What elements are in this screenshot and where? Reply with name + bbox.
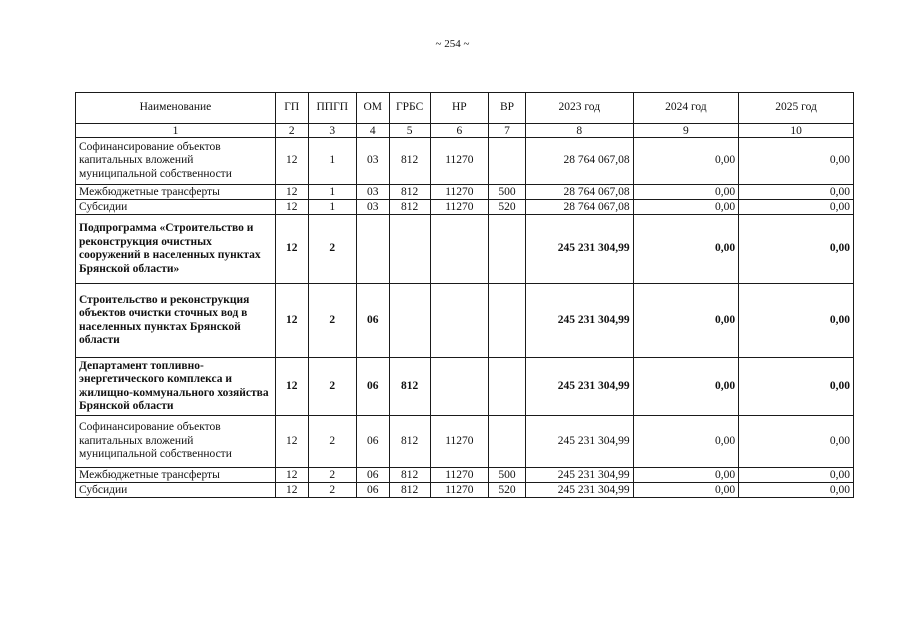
row-nr: 11270 bbox=[430, 483, 488, 498]
row-2025: 0,00 bbox=[739, 284, 854, 358]
row-2025: 0,00 bbox=[739, 358, 854, 416]
row-2023: 28 764 067,08 bbox=[525, 138, 633, 185]
header-cell-name: Наименование bbox=[76, 93, 276, 124]
row-name: Подпрограмма «Строительство и реконструкция очистных сооружений в населенных пунктах Брянской области» bbox=[76, 215, 276, 284]
row-vr bbox=[489, 416, 526, 468]
header-cell-om: ОМ bbox=[356, 93, 389, 124]
row-om: 06 bbox=[356, 358, 389, 416]
column-number: 6 bbox=[430, 124, 488, 138]
row-2024: 0,00 bbox=[633, 200, 739, 215]
row-vr bbox=[489, 284, 526, 358]
row-2023: 245 231 304,99 bbox=[525, 215, 633, 284]
row-grbs bbox=[389, 284, 430, 358]
row-om: 06 bbox=[356, 416, 389, 468]
row-om: 06 bbox=[356, 468, 389, 483]
column-number-row bbox=[76, 124, 854, 138]
row-2025: 0,00 bbox=[739, 468, 854, 483]
row-grbs: 812 bbox=[389, 416, 430, 468]
row-2023: 28 764 067,08 bbox=[525, 185, 633, 200]
row-ppgp: 2 bbox=[308, 215, 356, 284]
row-vr bbox=[489, 358, 526, 416]
row-2024: 0,00 bbox=[633, 215, 739, 284]
row-2024: 0,00 bbox=[633, 138, 739, 185]
row-2025: 0,00 bbox=[739, 215, 854, 284]
row-2023: 245 231 304,99 bbox=[525, 284, 633, 358]
table-row bbox=[76, 468, 854, 483]
row-ppgp: 2 bbox=[308, 468, 356, 483]
row-gp: 12 bbox=[275, 185, 308, 200]
row-ppgp: 2 bbox=[308, 416, 356, 468]
row-2025: 0,00 bbox=[739, 200, 854, 215]
row-name: Межбюджетные трансферты bbox=[76, 468, 276, 483]
row-gp: 12 bbox=[275, 215, 308, 284]
row-vr: 500 bbox=[489, 185, 526, 200]
row-vr: 520 bbox=[489, 483, 526, 498]
column-number: 8 bbox=[525, 124, 633, 138]
header-cell-2023: 2023 год bbox=[525, 93, 633, 124]
row-2025: 0,00 bbox=[739, 185, 854, 200]
row-om: 03 bbox=[356, 185, 389, 200]
row-gp: 12 bbox=[275, 416, 308, 468]
row-name: Субсидии bbox=[76, 200, 276, 215]
column-number: 5 bbox=[389, 124, 430, 138]
row-gp: 12 bbox=[275, 284, 308, 358]
row-nr bbox=[430, 358, 488, 416]
row-nr: 11270 bbox=[430, 185, 488, 200]
row-grbs: 812 bbox=[389, 468, 430, 483]
row-name: Межбюджетные трансферты bbox=[76, 185, 276, 200]
table-row bbox=[76, 358, 854, 416]
column-number: 3 bbox=[308, 124, 356, 138]
header-cell-nr: НР bbox=[430, 93, 488, 124]
row-om bbox=[356, 215, 389, 284]
column-number: 4 bbox=[356, 124, 389, 138]
row-grbs bbox=[389, 215, 430, 284]
header-cell-2024: 2024 год bbox=[633, 93, 739, 124]
row-2025: 0,00 bbox=[739, 483, 854, 498]
row-2023: 245 231 304,99 bbox=[525, 468, 633, 483]
column-number: 9 bbox=[633, 124, 739, 138]
header-cell-gp: ГП bbox=[275, 93, 308, 124]
row-2023: 28 764 067,08 bbox=[525, 200, 633, 215]
header-cell-vr: ВР bbox=[489, 93, 526, 124]
row-2023: 245 231 304,99 bbox=[525, 416, 633, 468]
row-2024: 0,00 bbox=[633, 468, 739, 483]
row-gp: 12 bbox=[275, 483, 308, 498]
row-name: Софинансирование объектов капитальных вложений муниципальной собственности bbox=[76, 416, 276, 468]
table-row bbox=[76, 138, 854, 185]
row-grbs: 812 bbox=[389, 358, 430, 416]
table-row bbox=[76, 185, 854, 200]
row-vr: 520 bbox=[489, 200, 526, 215]
column-number: 10 bbox=[739, 124, 854, 138]
row-ppgp: 2 bbox=[308, 358, 356, 416]
row-2024: 0,00 bbox=[633, 284, 739, 358]
header-cell-2025: 2025 год bbox=[739, 93, 854, 124]
row-ppgp: 1 bbox=[308, 200, 356, 215]
row-om: 06 bbox=[356, 284, 389, 358]
row-name: Строительство и реконструкция объектов очистки сточных вод в населенных пунктах Брянской области bbox=[76, 284, 276, 358]
row-2023: 245 231 304,99 bbox=[525, 358, 633, 416]
row-vr bbox=[489, 215, 526, 284]
row-nr: 11270 bbox=[430, 416, 488, 468]
table-row bbox=[76, 200, 854, 215]
row-2024: 0,00 bbox=[633, 416, 739, 468]
budget-table bbox=[75, 92, 854, 498]
column-number: 7 bbox=[489, 124, 526, 138]
row-2025: 0,00 bbox=[739, 138, 854, 185]
row-ppgp: 2 bbox=[308, 483, 356, 498]
row-gp: 12 bbox=[275, 138, 308, 185]
column-number: 2 bbox=[275, 124, 308, 138]
row-nr bbox=[430, 215, 488, 284]
row-2024: 0,00 bbox=[633, 185, 739, 200]
row-gp: 12 bbox=[275, 468, 308, 483]
row-2025: 0,00 bbox=[739, 416, 854, 468]
row-2024: 0,00 bbox=[633, 483, 739, 498]
row-ppgp: 1 bbox=[308, 185, 356, 200]
page-number: ~ 254 ~ bbox=[435, 38, 470, 50]
column-number: 1 bbox=[76, 124, 276, 138]
row-ppgp: 1 bbox=[308, 138, 356, 185]
row-name: Софинансирование объектов капитальных вложений муниципальной собственности bbox=[76, 138, 276, 185]
row-nr: 11270 bbox=[430, 468, 488, 483]
header-row bbox=[76, 93, 854, 124]
row-vr bbox=[489, 138, 526, 185]
row-name: Субсидии bbox=[76, 483, 276, 498]
row-gp: 12 bbox=[275, 200, 308, 215]
header-cell-grbs: ГРБС bbox=[389, 93, 430, 124]
row-nr: 11270 bbox=[430, 138, 488, 185]
row-2024: 0,00 bbox=[633, 358, 739, 416]
row-ppgp: 2 bbox=[308, 284, 356, 358]
row-nr: 11270 bbox=[430, 200, 488, 215]
row-grbs: 812 bbox=[389, 483, 430, 498]
row-nr bbox=[430, 284, 488, 358]
row-grbs: 812 bbox=[389, 185, 430, 200]
header-cell-ppgp: ППГП bbox=[308, 93, 356, 124]
row-om: 03 bbox=[356, 200, 389, 215]
row-2023: 245 231 304,99 bbox=[525, 483, 633, 498]
table-row bbox=[76, 284, 854, 358]
row-grbs: 812 bbox=[389, 138, 430, 185]
row-gp: 12 bbox=[275, 358, 308, 416]
row-vr: 500 bbox=[489, 468, 526, 483]
row-grbs: 812 bbox=[389, 200, 430, 215]
row-name: Департамент топливно-энергетического комплекса и жилищно-коммунального хозяйства Брянской области bbox=[76, 358, 276, 416]
table-row bbox=[76, 416, 854, 468]
row-om: 03 bbox=[356, 138, 389, 185]
table-row bbox=[76, 483, 854, 498]
row-om: 06 bbox=[356, 483, 389, 498]
table-row bbox=[76, 215, 854, 284]
